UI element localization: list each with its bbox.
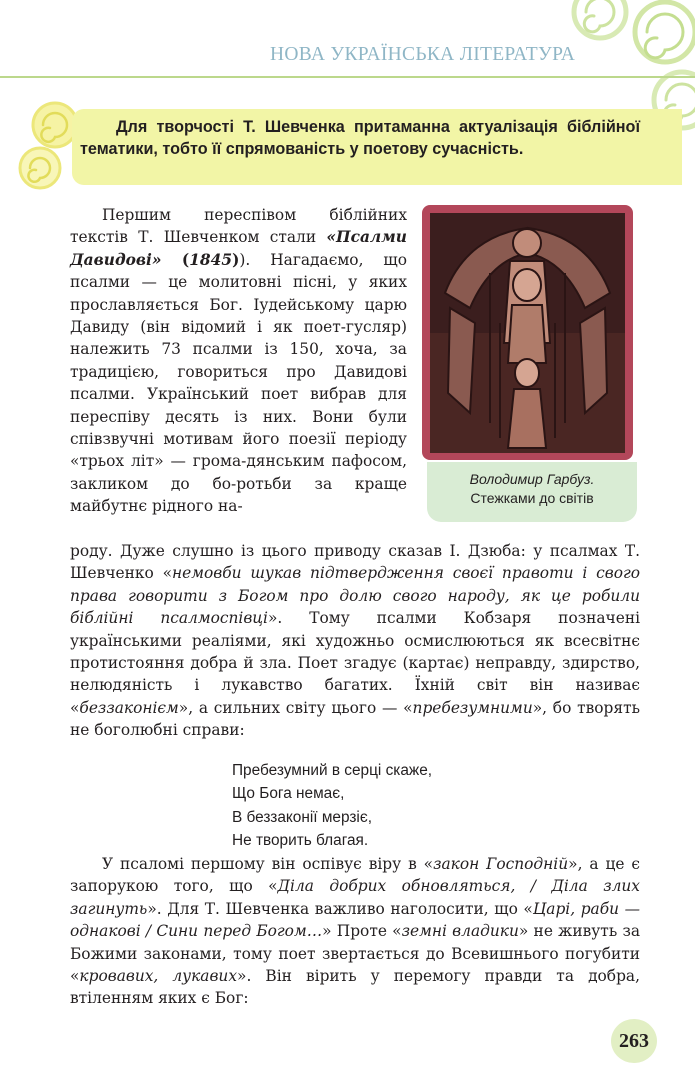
- caption-author: Володимир Гарбуз.: [469, 471, 595, 487]
- header-divider: [0, 76, 695, 78]
- painting-image: [430, 213, 625, 453]
- poem-line: В беззаконії мерзіє,: [232, 808, 372, 826]
- paragraph-1: Першим переспівом біблійних текстів Т. Шевченком стали «Псалми Давидові» (1845)). Нагадаємо, що псалми — це молитовні пісні, у яких прославляється Бог. Іудейському царю Давиду (він відомий і як поет-гусляр) належить 73 псалми із 150, хоча, за традицією, говориться про Давидові псалми. Український поет вибрав для переспіву десять із них. Вони були співзвучні мотивам його поезії періоду «трьох літ» — грома-дянським пафосом, закликом до бо-ротьби за краще майбутнє рідного на-: [70, 206, 407, 516]
- poem-quote: [232, 759, 552, 852]
- poem-line: Пребезумний в серці скаже,: [232, 762, 433, 779]
- poem-line: Не творить благая.: [232, 831, 369, 849]
- caption-title: Стежками до світів: [470, 490, 594, 506]
- paragraph-2: роду. Дуже слушно із цього приводу сказав І. Дзюба: у псалмах Т. Шевченко «немовби шукав підтвердження своєї правоти і свого права говорити з Богом про долю свого народу, як це робили біблійні псалмоспівці». Тому псалми Кобзаря позначені українськими реаліями, які художньо осмислюються як всесвітнє протистояння добра й зла. Поет згадує (картає) неправду, здирство, нелюдяність і лукавство багатих. Їхній світ він називає «беззаконієм», а сильних світу цього — «пребезумними», бо творять не боголюбні справи:: [70, 542, 641, 740]
- page-number: 263: [611, 1019, 657, 1063]
- poem-line: Що Бога немає,: [232, 785, 345, 803]
- callout-text: Для творчості Т. Шевченка притаманна актуалізація біблійної тематики, тобто її спрямованість у поетову сучасність.: [80, 118, 640, 158]
- paragraph-3: У псаломі першому він оспівує віру в «закон Господній», а це є запорукою того, що «Діла добрих обновляться, / Діла злих загинуть». Для Т. Шевченка важливо наголосити, що «Царі, раби — однакові / Сини перед Богом…» Проте «земні владики» не живуть за Божими законами, тому поет звертається до Всевишнього погубити «кровавих, лукавих». Він вірить у перемогу правди та добра, втіленням яких є Бог:: [70, 855, 641, 1008]
- psalms-title: «Псалми Давидові»: [70, 228, 407, 269]
- chapter-header-title: НОВА УКРАЇНСЬКА ЛІТЕРАТУРА: [270, 44, 576, 65]
- painting-caption: [427, 470, 637, 508]
